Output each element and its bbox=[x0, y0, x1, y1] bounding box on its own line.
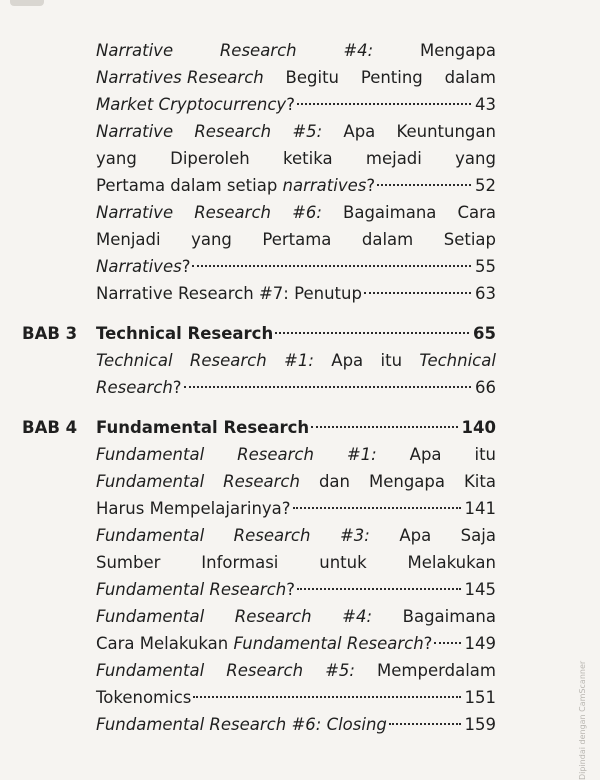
toc-entry-title: Cara Melakukan Fundamental Research? bbox=[96, 634, 433, 653]
chapter-title: Technical Research bbox=[96, 324, 274, 343]
toc-word: Apa bbox=[343, 122, 376, 141]
toc-entry-title: Fundamental Research? bbox=[96, 580, 295, 599]
toc-word: Penting bbox=[360, 68, 423, 87]
toc-entry-line bbox=[96, 522, 496, 549]
toc-word: Saja bbox=[460, 526, 496, 545]
toc-entry-line bbox=[96, 118, 496, 145]
chapter-label: BAB 3 bbox=[22, 324, 78, 343]
toc-entry-title: Harus Mempelajarinya? bbox=[96, 499, 291, 518]
toc-word: Diperoleh bbox=[170, 149, 250, 168]
toc-entry-line bbox=[96, 441, 496, 468]
toc-entry-line bbox=[96, 468, 496, 495]
toc-word: dan bbox=[318, 472, 350, 491]
page-number: 149 bbox=[464, 634, 496, 653]
page-number: 66 bbox=[475, 378, 496, 397]
toc-word: Apa bbox=[399, 526, 432, 545]
toc-entry-line bbox=[96, 657, 496, 684]
toc-word: Technical bbox=[419, 351, 496, 370]
toc-word: dalam bbox=[444, 68, 496, 87]
toc-entry-line bbox=[96, 37, 496, 64]
corner-mark bbox=[10, 0, 44, 6]
toc-word: Cara bbox=[457, 203, 496, 222]
toc-word: Mengapa bbox=[419, 41, 496, 60]
toc-entry-line bbox=[96, 711, 496, 738]
page-number: 52 bbox=[475, 176, 496, 195]
toc-word: Technical bbox=[96, 351, 173, 370]
toc-word: Melakukan bbox=[407, 553, 496, 572]
toc-word: Informasi bbox=[201, 553, 279, 572]
toc-entry-line bbox=[96, 64, 496, 91]
toc-entry-line bbox=[96, 576, 496, 603]
toc-word: Begitu bbox=[285, 68, 340, 87]
toc-entry-line bbox=[96, 374, 496, 401]
toc-entry-title: Tokenomics bbox=[96, 688, 192, 707]
toc-word: Bagaimana bbox=[343, 203, 437, 222]
toc-word: Research bbox=[194, 203, 271, 222]
page-number: 145 bbox=[464, 580, 496, 599]
toc-entry-title: Narratives? bbox=[96, 257, 191, 276]
toc-word: Fundamental bbox=[96, 472, 205, 491]
toc-word: itu bbox=[474, 445, 496, 464]
toc-word: Research bbox=[234, 607, 312, 626]
chapter-title-line bbox=[96, 320, 496, 347]
toc-word: Keuntungan bbox=[396, 122, 496, 141]
toc-word: Narrative bbox=[96, 122, 174, 141]
toc-word: Narrative bbox=[96, 203, 174, 222]
toc-word: itu bbox=[380, 351, 403, 370]
toc-entry-line bbox=[96, 199, 496, 226]
toc-word: Pertama bbox=[262, 230, 332, 249]
toc-entry-title: Fundamental Research #6: Closing bbox=[96, 715, 387, 734]
toc-word: Research bbox=[189, 351, 267, 370]
page-number: 159 bbox=[464, 715, 496, 734]
page-number: 65 bbox=[473, 324, 496, 343]
toc-word: Research bbox=[226, 661, 304, 680]
toc-word: Research bbox=[194, 122, 272, 141]
page-number: 55 bbox=[475, 257, 496, 276]
toc-word: yang bbox=[96, 149, 137, 168]
toc-word: yang bbox=[191, 230, 232, 249]
toc-word: untuk bbox=[319, 553, 367, 572]
toc-word: #5: bbox=[292, 122, 323, 141]
toc-entry-line bbox=[96, 495, 496, 522]
toc-word: #4: bbox=[342, 607, 373, 626]
toc-word: Fundamental bbox=[96, 607, 205, 626]
toc-word: mejadi bbox=[365, 149, 422, 168]
toc-word: #3: bbox=[339, 526, 370, 545]
toc-word: Mengapa bbox=[368, 472, 445, 491]
toc-entry-title: Pertama dalam setiap narratives? bbox=[96, 176, 376, 195]
page-number: 43 bbox=[475, 95, 496, 114]
toc-entry-line bbox=[96, 630, 496, 657]
toc-word: #1: bbox=[284, 351, 314, 370]
scanner-watermark: Dipindai dengan CamScanner bbox=[578, 660, 587, 780]
toc-word: #5: bbox=[325, 661, 355, 680]
toc-entry-line bbox=[96, 91, 496, 118]
toc-word: yang bbox=[455, 149, 496, 168]
toc-entry-line bbox=[96, 603, 496, 630]
toc-word: Apa bbox=[409, 445, 442, 464]
toc-word: Narrative bbox=[96, 41, 174, 60]
toc-entry-title: Research? bbox=[96, 378, 182, 397]
toc-entry-title: Narrative Research #7: Penutup bbox=[96, 284, 362, 303]
chapter-label: BAB 4 bbox=[22, 418, 78, 437]
page-number: 140 bbox=[461, 418, 496, 437]
page-number: 141 bbox=[464, 499, 496, 518]
toc-word: ketika bbox=[283, 149, 333, 168]
page-number: 151 bbox=[464, 688, 496, 707]
toc-entry-line bbox=[96, 253, 496, 280]
toc-word: Fundamental bbox=[96, 526, 205, 545]
toc-entry-line bbox=[96, 280, 496, 307]
toc-word: Menjadi bbox=[96, 230, 161, 249]
toc-entry-line bbox=[96, 347, 496, 374]
toc-word: Bagaimana bbox=[402, 607, 496, 626]
toc-word: Fundamental bbox=[96, 445, 205, 464]
toc-entry-line bbox=[96, 145, 496, 172]
toc-entry-line bbox=[96, 684, 496, 711]
toc-word: Narratives Research bbox=[96, 68, 264, 87]
chapter-title-line bbox=[96, 414, 496, 441]
toc-word: Memperdalam bbox=[377, 661, 496, 680]
toc-word: #1: bbox=[346, 445, 377, 464]
toc-word: Sumber bbox=[96, 553, 161, 572]
toc-entry-line bbox=[96, 549, 496, 576]
toc-word: Research bbox=[219, 41, 297, 60]
toc-word: Kita bbox=[463, 472, 496, 491]
toc-entry-line bbox=[96, 226, 496, 253]
toc-word: Research bbox=[223, 472, 300, 491]
toc-word: Research bbox=[237, 445, 314, 464]
toc-entry-line bbox=[96, 172, 496, 199]
toc-word: Fundamental bbox=[96, 661, 205, 680]
toc-word: Apa bbox=[331, 351, 364, 370]
toc-word: #6: bbox=[292, 203, 322, 222]
toc-word: Setiap bbox=[443, 230, 496, 249]
chapter-title: Fundamental Research bbox=[96, 418, 310, 437]
toc-word: #4: bbox=[343, 41, 374, 60]
toc-entry-title: Market Cryptocurrency? bbox=[96, 95, 295, 114]
page-number: 63 bbox=[475, 284, 496, 303]
toc-word: Research bbox=[233, 526, 311, 545]
toc-word: dalam bbox=[361, 230, 414, 249]
